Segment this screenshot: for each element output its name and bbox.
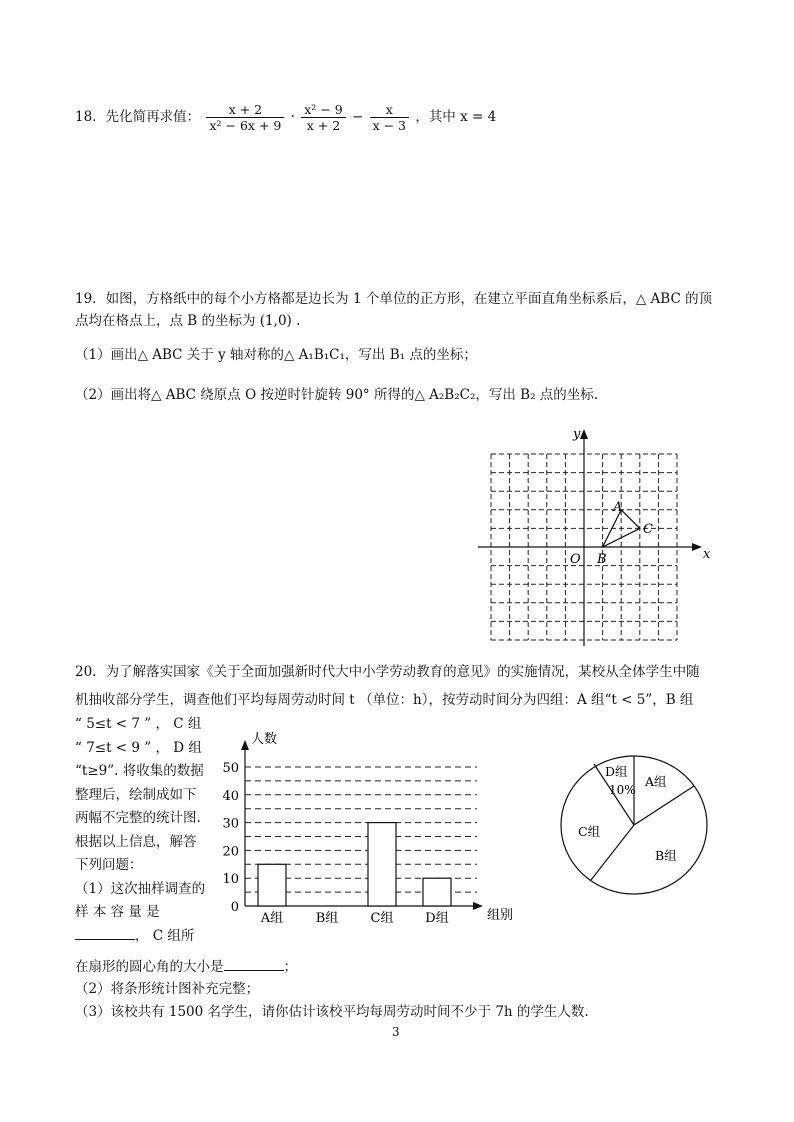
q20-angle-line — [75, 955, 297, 975]
bar-y-axis-arrow — [241, 740, 249, 750]
q20-sub3: （3）该校共有 1500 名学生，请你估计该校平均每周劳动时间不少于 7h 的学生人数. — [75, 1004, 589, 1020]
bar-y-tick-label: 10 — [222, 872, 239, 888]
x-axis-label: x — [703, 547, 711, 562]
fraction-1 — [206, 102, 284, 133]
angle-question-end: ； — [283, 959, 297, 975]
fraction-1-denominator: x² − 6x + 9 — [209, 118, 282, 133]
bar — [368, 823, 396, 906]
bar-category-label: B组 — [315, 911, 339, 926]
fraction-2-numerator: x² − 9 — [301, 102, 345, 118]
pie-label-c: C组 — [578, 824, 601, 839]
pie-label-d: D组 — [605, 764, 628, 779]
fraction-1-numerator: x + 2 — [206, 102, 284, 118]
narrow-line-blank — [75, 925, 215, 949]
bar-y-tick-label: 40 — [222, 788, 239, 804]
narrow-line: “ 5≤t < 7 ” ， C 组 — [75, 716, 202, 732]
narrow-line: （1）这次抽样调查的 — [75, 880, 206, 897]
fraction-3-denominator: x − 3 — [372, 118, 407, 133]
q20-narrow-text — [75, 713, 215, 948]
pie-divider-a-b — [634, 786, 694, 825]
q19-sub2: （2）画出将△ ABC 绕原点 O 按逆时针旋转 90° 所得的△ A₂B₂C₂，写出 B₂ 点的坐标. — [75, 387, 599, 403]
narrow-line: 样 本 容 量 是 — [75, 904, 160, 920]
multiply-dot: · — [290, 109, 295, 125]
bar-y-tick-label: 30 — [222, 816, 239, 832]
narrow-line: “t≥9”. 将收集的数据 — [75, 763, 204, 779]
pie-label-b: B组 — [655, 848, 677, 863]
x-axis-arrow — [692, 543, 702, 551]
fraction-3-numerator: x — [370, 102, 409, 118]
bar-y-tick-label: 20 — [222, 844, 239, 860]
bar — [258, 864, 286, 906]
point-c-label: C — [643, 522, 653, 537]
bar-x-axis-arrow — [473, 902, 483, 910]
y-axis-label: y — [573, 427, 581, 442]
q20-sub2: （2）将条形统计图补充完整； — [75, 981, 260, 997]
q20-line2: 机抽收部分学生，调查他们平均每周劳动时间 t （单位：h），按劳动时间分为四组：A 组“t < 5”，B 组 — [75, 692, 694, 708]
y-axis-arrow — [580, 429, 588, 439]
pie-label-a: A组 — [645, 774, 667, 789]
q20-line1: 20．为了解落实国家《关于全面加强新时代大中小学劳动教育的意见》的实施情况，某校从全体学生中随 — [75, 664, 700, 680]
q19-sub1: （1）画出△ ABC 关于 y 轴对称的△ A₁B₁C₁，写出 B₁ 点的坐标； — [75, 347, 477, 363]
origin-label: O — [570, 552, 581, 567]
point-b-label: B — [597, 552, 607, 567]
narrow-line: “ 7≤t < 9 ” ， D 组 — [75, 739, 202, 756]
angle-question-text: 在扇形的圆心角的大小是 — [75, 959, 224, 975]
pie-label-d-percent: 10% — [609, 783, 636, 797]
answer-blank-angle[interactable] — [224, 958, 284, 971]
after-blank-text: ， C 组所 — [135, 927, 195, 944]
q18-label: 18．先化简再求值： — [75, 109, 201, 125]
q19-line2: 点均在格点上，点 B 的坐标为 (1,0) . — [75, 313, 301, 329]
fraction-2-denominator: x + 2 — [306, 118, 341, 133]
page-number: 3 — [392, 1025, 400, 1039]
q19-line1: 19．如图，方格纸中的每个小方格都是边长为 1 个单位的正方形，在建立平面直角坐标系后，△ ABC 的顶 — [75, 291, 713, 307]
q18 — [75, 102, 496, 133]
fraction-2 — [301, 102, 345, 133]
bar-category-label: D组 — [425, 911, 449, 926]
bar-category-label: A组 — [260, 911, 284, 926]
bar-y-axis-label: 人数 — [251, 732, 278, 747]
q18-tail: ，其中 x = 4 — [415, 109, 497, 125]
answer-blank-sample-size[interactable] — [75, 927, 135, 940]
narrow-line: 下列问题： — [75, 857, 143, 873]
minus-sign: − — [351, 109, 364, 125]
bar — [423, 878, 451, 906]
narrow-line: 根据以上信息，解答 — [75, 833, 197, 850]
bar-category-label: C组 — [370, 911, 394, 926]
bar-chart — [215, 725, 525, 930]
pie-chart — [555, 750, 717, 896]
bar-y-tick-label: 0 — [230, 900, 239, 915]
bar-x-axis-label: 组别 — [487, 908, 514, 923]
narrow-line: 两幅不完整的统计图. — [75, 810, 201, 826]
bar-y-tick-label: 50 — [222, 761, 239, 776]
coordinate-grid — [470, 420, 720, 650]
point-a-label: A — [613, 500, 623, 515]
narrow-line: 整理后，绘制成如下 — [75, 786, 197, 803]
fraction-3 — [370, 102, 409, 133]
